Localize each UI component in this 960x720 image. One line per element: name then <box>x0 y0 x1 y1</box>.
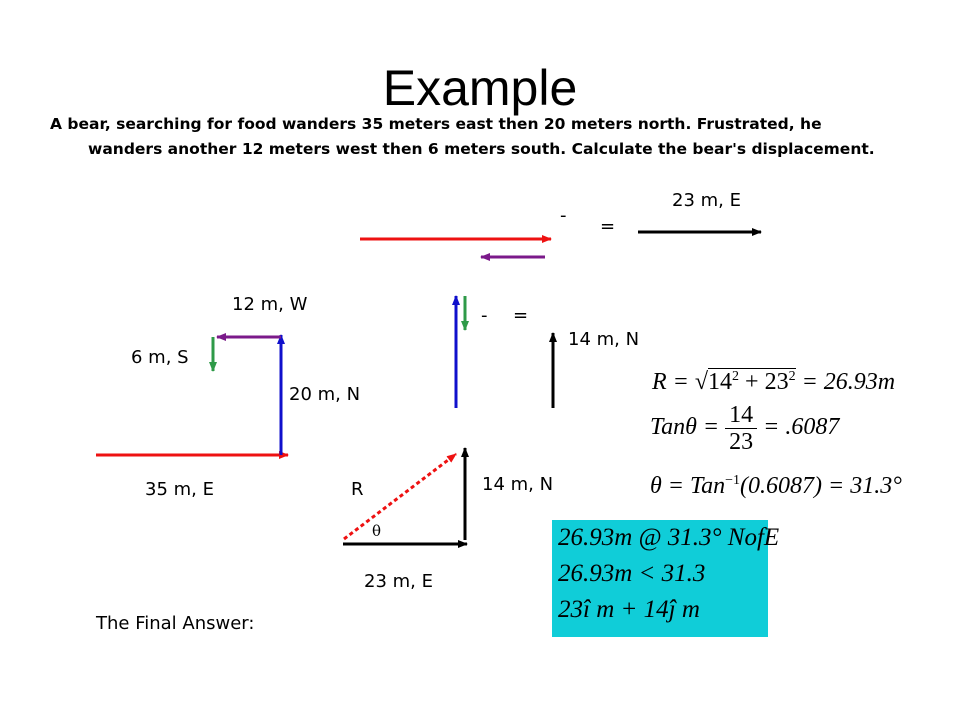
label-resultant: R <box>351 479 364 500</box>
answer-line-2: 26.93m < 31.3 <box>558 560 706 587</box>
eq-tan-num: 14 <box>725 402 757 429</box>
eq-theta-rest: (0.6087) = 31.3° <box>740 473 902 499</box>
eq-r-result: = 26.93m <box>795 369 896 395</box>
final-answer-box <box>552 520 780 637</box>
label-6m-s: 6 m, S <box>131 347 189 368</box>
slide-title: Example <box>382 60 578 116</box>
eq-r-rad: 14 <box>708 369 733 395</box>
eq-r-exp: 2 <box>732 369 740 384</box>
eq-r-exp2: 2 <box>788 369 796 384</box>
eq-theta-exp: −1 <box>725 473 741 488</box>
problem-line-1: A bear, searching for food wanders 35 meters east then 20 meters north. Frustrated, he <box>50 115 822 133</box>
label-theta: θ <box>372 522 382 540</box>
label-14m-n-bottom: 14 m, N <box>482 474 554 495</box>
eq-r-lhs: R = <box>652 369 695 395</box>
equation-resultant <box>652 362 895 397</box>
minus-top: - <box>560 205 567 226</box>
minus-mid: - <box>481 305 488 326</box>
answer-line-3 <box>552 592 768 628</box>
final-answer-label: The Final Answer: <box>96 613 255 634</box>
unit-i-hat: î <box>583 596 590 623</box>
answer-23: 23 <box>558 596 583 623</box>
equals-top: = <box>600 216 616 237</box>
eq-tan-den: 23 <box>729 429 754 455</box>
label-12m-w: 12 m, W <box>232 294 308 315</box>
label-23m-e-top: 23 m, E <box>672 190 741 211</box>
eq-tan-result: = .6087 <box>757 414 840 441</box>
eq-tan-lhs: Tanθ = <box>650 414 726 441</box>
eq-theta-lhs: θ = Tan <box>650 473 726 499</box>
sqrt-icon: √ <box>694 369 709 395</box>
equation-tangent <box>650 402 839 455</box>
label-35m-e: 35 m, E <box>145 479 214 500</box>
equals-mid: = <box>513 305 529 326</box>
answer-m: m <box>675 596 700 623</box>
label-20m-n: 20 m, N <box>289 384 361 405</box>
answer-line-1: 26.93m @ 31.3° NofE <box>558 524 780 551</box>
eq-r-plus: + 23 <box>739 369 789 395</box>
problem-line-2: wanders another 12 meters west then 6 meters south. Calculate the bear's displacement. <box>88 140 875 158</box>
label-14m-n-top: 14 m, N <box>568 329 640 350</box>
label-23m-e-bottom: 23 m, E <box>364 571 433 592</box>
equation-theta <box>650 466 902 501</box>
answer-m-plus-14: m + 14 <box>589 596 669 623</box>
unit-j-hat: ĵ <box>668 596 676 623</box>
